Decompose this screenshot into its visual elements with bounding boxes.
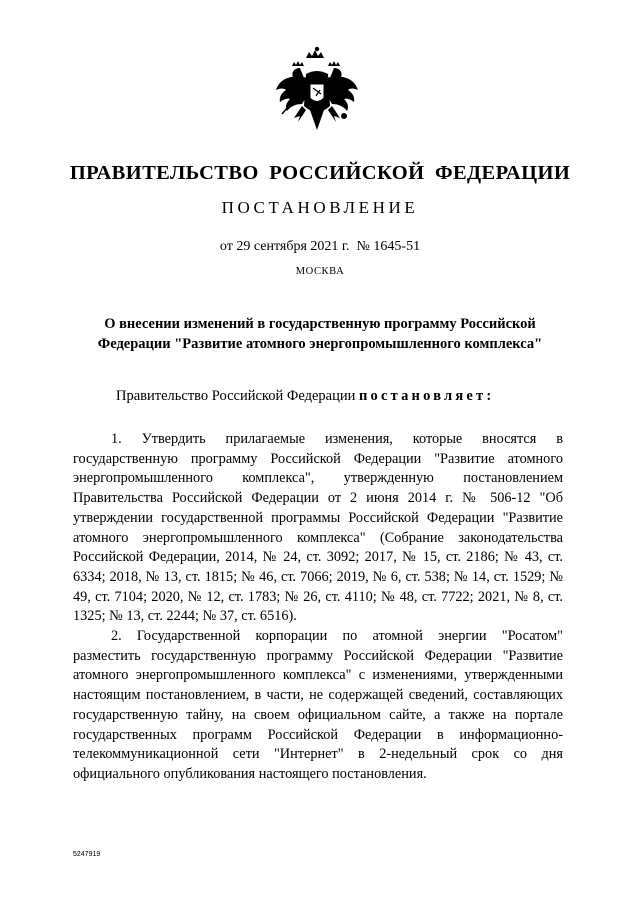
russian-coat-of-arms-icon — [272, 44, 362, 140]
document-city: МОСКВА — [295, 266, 345, 277]
document-type: ПОСТАНОВЛЕНИЕ — [221, 198, 419, 217]
subject-line: О внесении изменений в государственную программу Российской — [104, 316, 536, 332]
subject-line: Федерации "Развитие атомного энергопромышленного комплекса" — [97, 336, 543, 352]
government-title: ПРАВИТЕЛЬСТВО РОССИЙСКОЙ ФЕДЕРАЦИИ — [69, 162, 571, 184]
paragraph-2: 2. Государственной корпорации по атомной энергии "Росатом" разместить государственную программу Российской Федерации "Развитие атомного энергопромышленного комплекса" с изменениями, утвержденными настоящим постановлением, в части, не содержащей сведений, составляющих государственную тайну, на своем официальном сайте, а также на портале государственных программ Российской Федерации в информационно-телекоммуникационной сети "Интернет" в 2-недельный срок со дня официального опубликования настоящего постановления. — [73, 628, 563, 782]
intro-text: Правительство Российской Федерации — [116, 388, 359, 404]
document-date-number: от 29 сентября 2021 г. № 1645-51 — [219, 239, 421, 254]
resolution-intro — [116, 388, 596, 405]
document-registration-number: 5247919 — [73, 851, 101, 858]
document-subject — [60, 314, 580, 354]
decree-word: постановляет: — [358, 388, 495, 404]
paragraph-1: 1. Утвердить прилагаемые изменения, которые вносятся в государственную программу Российской Федерации "Развитие атомного энергопромышленного комплекса", утвержденную постановлением Правительства Российской Федерации от 2 июня 2014 г. № 506-12 "Об утверждении государственной программы Российской Федерации "Развитие атомного энергопромышленного комплекса" (Собрание законодательства Российской Федерации, 2014, № 24, ст. 3092; 2017, № 15, ст. 2186; № 43, ст. 6334; 2018, № 13, ст. 1815; № 46, ст. 7066; 2019, № 6, ст. 538; № 14, ст. 1529; № 49, ст. 7104; 2020, № 12, ст. 1783; № 26, ст. 4110; № 48, ст. 7722; 2021, № 8, ст. 1325; № 13, ст. 2244; № 37, ст. 6516). — [73, 431, 563, 625]
document-body — [73, 430, 563, 785]
